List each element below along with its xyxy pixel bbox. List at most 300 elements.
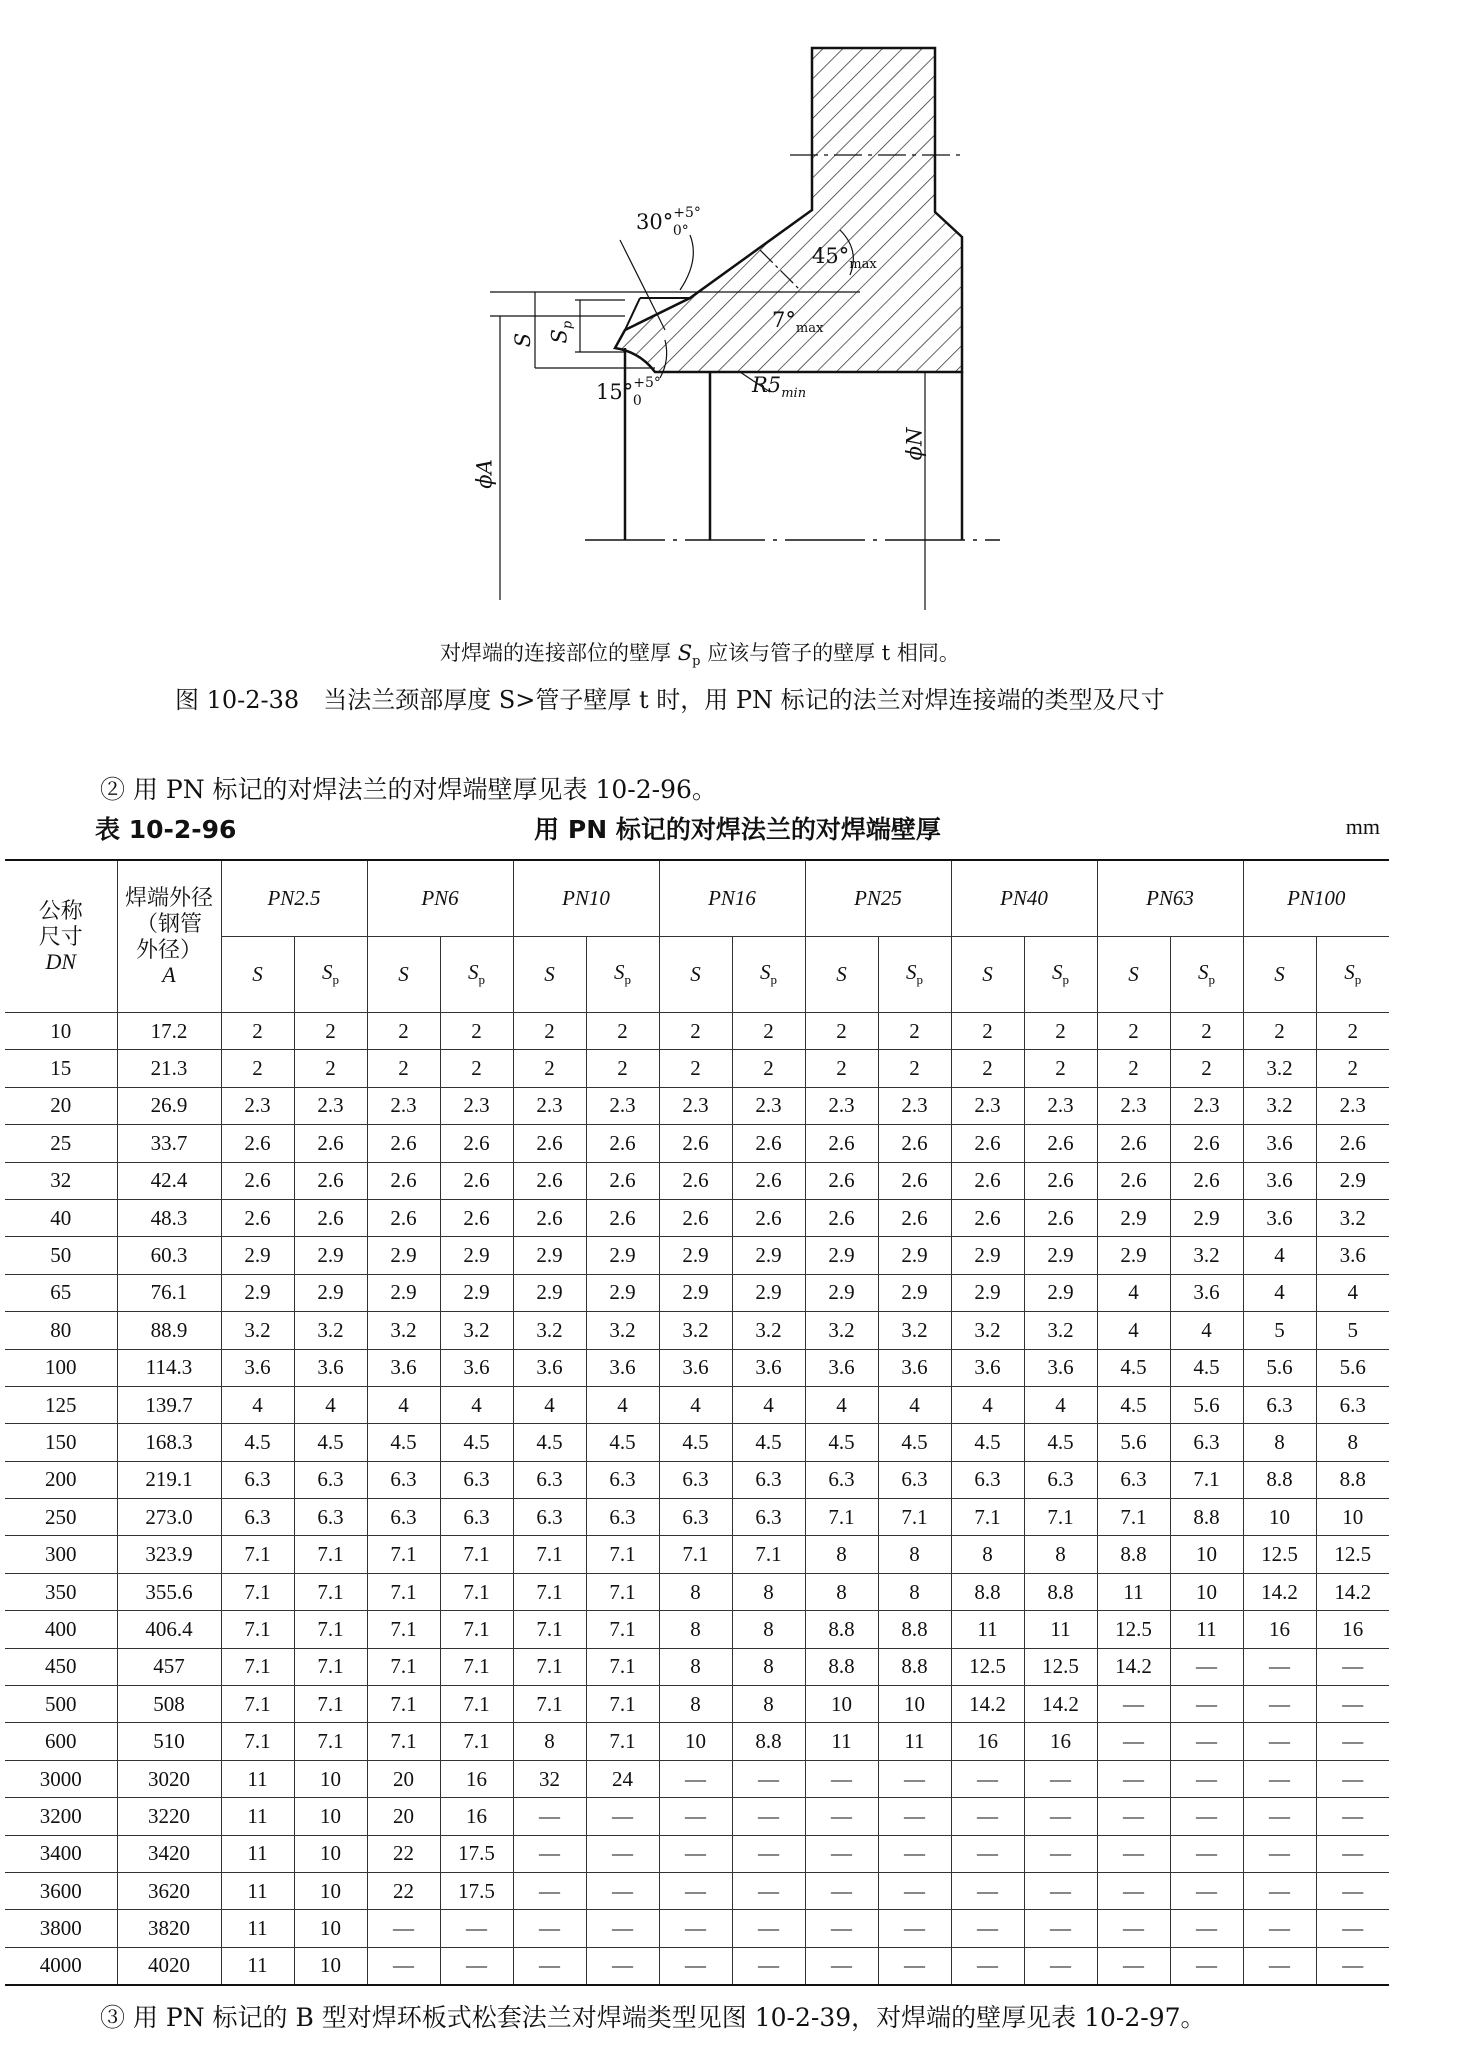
table-cell: — <box>732 1947 805 1985</box>
table-cell: 3.6 <box>1243 1125 1316 1162</box>
table-cell: 6.3 <box>732 1499 805 1536</box>
sub-header-sp: $S_p$ <box>1024 937 1097 1013</box>
table-cell: 7.1 <box>294 1648 367 1685</box>
table-cell: 2 <box>367 1013 440 1050</box>
table-cell: 2.9 <box>367 1274 440 1311</box>
table-cell: 7.1 <box>586 1648 659 1685</box>
sub-header-s: S <box>805 937 878 1013</box>
table-cell: 6.3 <box>805 1461 878 1498</box>
table-cell: 4 <box>805 1386 878 1423</box>
table-row <box>5 1947 1389 1985</box>
table-cell: 12.5 <box>1316 1536 1389 1573</box>
table-cell: 4.5 <box>1170 1349 1243 1386</box>
table-cell: 8 <box>513 1723 586 1760</box>
table-cell: 4 <box>732 1386 805 1423</box>
pn-group-header: PN2.5 <box>221 860 367 937</box>
table-cell: 4000 <box>5 1947 117 1985</box>
table-cell: 10 <box>1316 1499 1389 1536</box>
table-cell: 8 <box>659 1573 732 1610</box>
table-cell: 2.9 <box>659 1274 732 1311</box>
table-cell: 50 <box>5 1237 117 1274</box>
table-cell: 3020 <box>117 1760 221 1797</box>
table-cell: 2.6 <box>221 1162 294 1199</box>
table-cell: 6.3 <box>1097 1461 1170 1498</box>
table-cell: 2.6 <box>367 1199 440 1236</box>
table-cell: 2.9 <box>1024 1274 1097 1311</box>
table-cell: 3820 <box>117 1910 221 1947</box>
table-cell: — <box>951 1835 1024 1872</box>
table-cell: 10 <box>659 1723 732 1760</box>
table-cell: 2 <box>878 1050 951 1087</box>
table-cell: 125 <box>5 1386 117 1423</box>
table-cell: — <box>1316 1798 1389 1835</box>
table-cell: — <box>805 1910 878 1947</box>
table-cell: 3.2 <box>1170 1237 1243 1274</box>
table-cell: 11 <box>221 1760 294 1797</box>
table-cell: — <box>1170 1686 1243 1723</box>
angle-45-label: $45^\circ_{max}$ <box>812 244 877 273</box>
table-cell: 10 <box>294 1910 367 1947</box>
table-cell: 26.9 <box>117 1087 221 1124</box>
table-cell: 2.6 <box>1316 1125 1389 1162</box>
table-cell: 7.1 <box>294 1611 367 1648</box>
table-cell: 2 <box>586 1050 659 1087</box>
table-cell: 3600 <box>5 1872 117 1909</box>
table-cell: — <box>1097 1723 1170 1760</box>
table-cell: 7.1 <box>805 1499 878 1536</box>
table-cell: 8 <box>1024 1536 1097 1573</box>
table-cell: — <box>513 1835 586 1872</box>
table-cell: 2.3 <box>805 1087 878 1124</box>
table-cell: 10 <box>294 1872 367 1909</box>
table-cell: 3.2 <box>221 1312 294 1349</box>
table-cell: 6.3 <box>1170 1424 1243 1461</box>
table-cell: — <box>805 1947 878 1985</box>
table-cell: 3.6 <box>659 1349 732 1386</box>
table-cell: 21.3 <box>117 1050 221 1087</box>
table-cell: 2.9 <box>586 1237 659 1274</box>
table-cell: 457 <box>117 1648 221 1685</box>
sub-header-s: S <box>1097 937 1170 1013</box>
table-cell: — <box>659 1760 732 1797</box>
table-cell: 2 <box>221 1013 294 1050</box>
table-cell: 2.9 <box>294 1237 367 1274</box>
table-cell: 11 <box>221 1835 294 1872</box>
table-cell: 4.5 <box>1097 1386 1170 1423</box>
table-cell: — <box>1097 1947 1170 1985</box>
table-cell: 406.4 <box>117 1611 221 1648</box>
table-cell: — <box>878 1910 951 1947</box>
table-cell: 2.6 <box>1024 1199 1097 1236</box>
col-header-a: 焊端外径 （钢管 外径） A <box>117 860 221 1013</box>
table-cell: 7.1 <box>367 1611 440 1648</box>
table-cell: 65 <box>5 1274 117 1311</box>
table-cell: 2 <box>513 1013 586 1050</box>
table-cell: 273.0 <box>117 1499 221 1536</box>
table-cell: 7.1 <box>367 1573 440 1610</box>
table-cell: 7.1 <box>513 1611 586 1648</box>
table-cell: 2.6 <box>732 1162 805 1199</box>
table-cell: 4 <box>659 1386 732 1423</box>
table-cell: 2.3 <box>732 1087 805 1124</box>
table-cell: 7.1 <box>294 1573 367 1610</box>
table-cell: 3.2 <box>586 1312 659 1349</box>
table-cell: 8 <box>1243 1424 1316 1461</box>
table-cell: 7.1 <box>440 1686 513 1723</box>
table-cell: 7.1 <box>440 1611 513 1648</box>
table-cell: 2.9 <box>951 1274 1024 1311</box>
table-cell: 8.8 <box>878 1611 951 1648</box>
table-cell: 7.1 <box>367 1723 440 1760</box>
table-cell: 20 <box>5 1087 117 1124</box>
table-cell: 2.9 <box>440 1274 513 1311</box>
table-cell: 10 <box>1243 1499 1316 1536</box>
table-cell: 6.3 <box>1243 1386 1316 1423</box>
table-cell: — <box>586 1910 659 1947</box>
table-cell: 3.6 <box>951 1349 1024 1386</box>
table-cell: 16 <box>1316 1611 1389 1648</box>
table-cell: 10 <box>294 1798 367 1835</box>
table-cell: 2.6 <box>805 1125 878 1162</box>
table-cell: 8.8 <box>951 1573 1024 1610</box>
table-cell: 16 <box>1243 1611 1316 1648</box>
table-cell: 8.8 <box>805 1611 878 1648</box>
table-cell: 12.5 <box>1024 1648 1097 1685</box>
table-cell: 2.3 <box>1170 1087 1243 1124</box>
table-row <box>5 1910 1389 1947</box>
table-cell: — <box>1170 1648 1243 1685</box>
table-cell: 2.6 <box>951 1199 1024 1236</box>
table-cell: 4 <box>294 1386 367 1423</box>
table-row <box>5 1835 1389 1872</box>
table-row <box>5 1087 1389 1124</box>
table-cell: 4.5 <box>294 1424 367 1461</box>
table-cell: 6.3 <box>294 1499 367 1536</box>
table-cell: 2.9 <box>1097 1237 1170 1274</box>
table-row <box>5 1536 1389 1573</box>
table-row <box>5 1760 1389 1797</box>
table-cell: 20 <box>367 1798 440 1835</box>
table-cell: 2.6 <box>1097 1162 1170 1199</box>
dim-sp-label: $S_p$ <box>547 320 576 344</box>
table-cell: 6.3 <box>586 1499 659 1536</box>
table-cell: 2.9 <box>878 1237 951 1274</box>
table-cell: 3.2 <box>294 1312 367 1349</box>
table-cell: 2 <box>1316 1050 1389 1087</box>
table-row <box>5 1611 1389 1648</box>
table-cell: 2.6 <box>513 1125 586 1162</box>
table-cell: 2 <box>659 1013 732 1050</box>
table-cell: 14.2 <box>1316 1573 1389 1610</box>
table-cell: 2.9 <box>732 1274 805 1311</box>
table-cell: — <box>1316 1760 1389 1797</box>
table-cell: 2.3 <box>951 1087 1024 1124</box>
table-cell: 2 <box>294 1050 367 1087</box>
table-row <box>5 1499 1389 1536</box>
table-row <box>5 1424 1389 1461</box>
paragraph-next: ③ 用 PN 标记的 B 型对焊环板式松套法兰对焊端类型见图 10-2-39，对焊端的壁厚见表 10-2-97。 <box>100 2003 1206 2032</box>
table-cell: 6.3 <box>951 1461 1024 1498</box>
table-cell: 7.1 <box>1097 1499 1170 1536</box>
table-cell: 5 <box>1243 1312 1316 1349</box>
figure-note: 对焊端的连接部位的壁厚 $S_p$ 应该与管子的壁厚 t 相同。 <box>440 641 960 670</box>
table-cell: — <box>878 1947 951 1985</box>
table-cell: 40 <box>5 1199 117 1236</box>
table-cell: — <box>659 1947 732 1985</box>
table-cell: 3420 <box>117 1835 221 1872</box>
table-cell: — <box>1170 1760 1243 1797</box>
table-cell: 2 <box>732 1050 805 1087</box>
table-cell: — <box>951 1947 1024 1985</box>
table-cell: 4.5 <box>440 1424 513 1461</box>
table-cell: — <box>1316 1835 1389 1872</box>
table-cell: 2.3 <box>1097 1087 1170 1124</box>
table-cell: 7.1 <box>513 1536 586 1573</box>
table-cell: 11 <box>1097 1573 1170 1610</box>
table-cell: — <box>732 1760 805 1797</box>
table-cell: 2.6 <box>1170 1162 1243 1199</box>
table-row <box>5 1274 1389 1311</box>
table-cell: — <box>1170 1835 1243 1872</box>
table-cell: 2.9 <box>1024 1237 1097 1274</box>
table-cell: 32 <box>5 1162 117 1199</box>
table-cell: 2.6 <box>513 1162 586 1199</box>
table-cell: 4 <box>878 1386 951 1423</box>
table-cell: — <box>1024 1835 1097 1872</box>
table-cell: 3.2 <box>878 1312 951 1349</box>
radius-label: $R5_{min}$ <box>752 373 807 402</box>
table-cell: — <box>513 1910 586 1947</box>
table-cell: 2.3 <box>440 1087 513 1124</box>
table-cell: 350 <box>5 1573 117 1610</box>
table-cell: 14.2 <box>1243 1573 1316 1610</box>
table-header <box>95 808 1380 848</box>
table-cell: 15 <box>5 1050 117 1087</box>
table-cell: 8.8 <box>1316 1461 1389 1498</box>
table-cell: 6.3 <box>659 1461 732 1498</box>
table-cell: 2.6 <box>1024 1162 1097 1199</box>
table-cell: 14.2 <box>951 1686 1024 1723</box>
table-cell: 3.6 <box>732 1349 805 1386</box>
table-cell: 8 <box>1316 1424 1389 1461</box>
table-cell: 450 <box>5 1648 117 1685</box>
table-cell: — <box>878 1872 951 1909</box>
pn-group-header: PN63 <box>1097 860 1243 937</box>
pn-group-header: PN40 <box>951 860 1097 937</box>
table-cell: 7.1 <box>367 1686 440 1723</box>
sub-header-sp: $S_p$ <box>294 937 367 1013</box>
table-cell: 2.6 <box>440 1162 513 1199</box>
table-cell: 2 <box>1170 1050 1243 1087</box>
table-cell: — <box>951 1910 1024 1947</box>
table-cell: 2.6 <box>586 1125 659 1162</box>
table-cell: 76.1 <box>117 1274 221 1311</box>
table-cell: 17.2 <box>117 1013 221 1050</box>
table-cell: — <box>878 1835 951 1872</box>
table-cell: 2.6 <box>1024 1125 1097 1162</box>
table-cell: — <box>1024 1947 1097 1985</box>
table-cell: 7.1 <box>586 1573 659 1610</box>
table-cell: 6.3 <box>1316 1386 1389 1423</box>
table-cell: 48.3 <box>117 1199 221 1236</box>
table-cell: — <box>513 1947 586 1985</box>
table-cell: 3.6 <box>367 1349 440 1386</box>
table-cell: 2.3 <box>294 1087 367 1124</box>
table-cell: — <box>440 1947 513 1985</box>
table-cell: 4 <box>586 1386 659 1423</box>
table-cell: 7.1 <box>586 1536 659 1573</box>
table-row <box>5 1237 1389 1274</box>
table-cell: 355.6 <box>117 1573 221 1610</box>
sub-header-sp: $S_p$ <box>440 937 513 1013</box>
table-cell: 7.1 <box>513 1648 586 1685</box>
table-cell: 22 <box>367 1872 440 1909</box>
table-cell: 5.6 <box>1170 1386 1243 1423</box>
table-cell: — <box>1024 1798 1097 1835</box>
table-cell: 3800 <box>5 1910 117 1947</box>
table-cell: 10 <box>294 1947 367 1985</box>
table-cell: 4 <box>1243 1274 1316 1311</box>
table-cell: — <box>951 1760 1024 1797</box>
table-cell: 4.5 <box>1097 1349 1170 1386</box>
table-number: 表 10-2-96 <box>95 815 237 844</box>
table-cell: 2.6 <box>513 1199 586 1236</box>
table-cell: 17.5 <box>440 1872 513 1909</box>
table-cell: 508 <box>117 1686 221 1723</box>
table-cell: — <box>1097 1835 1170 1872</box>
table-cell: 7.1 <box>586 1611 659 1648</box>
table-cell: 7.1 <box>878 1499 951 1536</box>
table-cell: 8 <box>659 1611 732 1648</box>
sub-header-sp: $S_p$ <box>732 937 805 1013</box>
table-row <box>5 1573 1389 1610</box>
table-cell: 4.5 <box>221 1424 294 1461</box>
table-cell: 323.9 <box>117 1536 221 1573</box>
table-cell: 2.9 <box>221 1274 294 1311</box>
table-cell: 7.1 <box>221 1536 294 1573</box>
table-cell: 2 <box>1024 1050 1097 1087</box>
table-row <box>5 1686 1389 1723</box>
table-cell: 2 <box>1097 1050 1170 1087</box>
table-cell: 500 <box>5 1686 117 1723</box>
table-cell: 8 <box>732 1611 805 1648</box>
table-cell: 6.3 <box>513 1461 586 1498</box>
table-cell: 11 <box>221 1798 294 1835</box>
table-cell: 3.6 <box>1024 1349 1097 1386</box>
table-cell: 11 <box>221 1947 294 1985</box>
table-row <box>5 1013 1389 1050</box>
table-unit: mm <box>1345 814 1380 839</box>
table-cell: 6.3 <box>659 1499 732 1536</box>
table-cell: 14.2 <box>1097 1648 1170 1685</box>
table-cell: 168.3 <box>117 1424 221 1461</box>
table-row <box>5 1872 1389 1909</box>
table-cell: 2.9 <box>294 1274 367 1311</box>
table-cell: — <box>1243 1835 1316 1872</box>
table-cell: 3.2 <box>1243 1087 1316 1124</box>
angle-15-label: 15°$^{+5^\circ}_0$ <box>596 375 661 409</box>
table-cell: 2 <box>1097 1013 1170 1050</box>
table-cell: 4.5 <box>659 1424 732 1461</box>
table-cell: 7.1 <box>294 1723 367 1760</box>
table-cell: 8 <box>659 1648 732 1685</box>
sub-header-s: S <box>221 937 294 1013</box>
paragraph-table-ref: ② 用 PN 标记的对焊法兰的对焊端壁厚见表 10-2-96。 <box>100 775 717 804</box>
table-cell: — <box>1316 1947 1389 1985</box>
table-cell: 6.3 <box>732 1461 805 1498</box>
table-cell: — <box>659 1910 732 1947</box>
table-cell: 3.6 <box>294 1349 367 1386</box>
table-cell: 2 <box>659 1050 732 1087</box>
table-cell: — <box>805 1872 878 1909</box>
table-cell: 3400 <box>5 1835 117 1872</box>
table-cell: 10 <box>805 1686 878 1723</box>
table-cell: 2.6 <box>805 1199 878 1236</box>
pn-group-header: PN10 <box>513 860 659 937</box>
table-cell: 33.7 <box>117 1125 221 1162</box>
table-cell: — <box>1097 1760 1170 1797</box>
table-cell: 2.3 <box>659 1087 732 1124</box>
table-cell: — <box>1024 1760 1097 1797</box>
table-cell: 2.6 <box>367 1162 440 1199</box>
table-cell: 2.9 <box>878 1274 951 1311</box>
table-cell: 25 <box>5 1125 117 1162</box>
table-cell: 4.5 <box>805 1424 878 1461</box>
table-cell: — <box>878 1760 951 1797</box>
table-title: 用 PN 标记的对焊法兰的对焊端壁厚 <box>534 815 941 844</box>
table-cell: 16 <box>951 1723 1024 1760</box>
table-cell: 8 <box>878 1573 951 1610</box>
table-cell: 4 <box>221 1386 294 1423</box>
sub-header-sp: $S_p$ <box>586 937 659 1013</box>
table-cell: — <box>878 1798 951 1835</box>
table-cell: 114.3 <box>117 1349 221 1386</box>
table-cell: 6.3 <box>586 1461 659 1498</box>
table-cell: 11 <box>221 1910 294 1947</box>
table-cell: — <box>1316 1723 1389 1760</box>
table-cell: 10 <box>1170 1536 1243 1573</box>
table-cell: 2.6 <box>1097 1125 1170 1162</box>
table-cell: 24 <box>586 1760 659 1797</box>
table-cell: 2.9 <box>513 1274 586 1311</box>
table-cell: 14.2 <box>1024 1686 1097 1723</box>
sub-header-sp: $S_p$ <box>1316 937 1389 1013</box>
table-cell: 6.3 <box>440 1461 513 1498</box>
table-cell: 4 <box>951 1386 1024 1423</box>
table-cell: — <box>951 1798 1024 1835</box>
table-cell: 2 <box>1024 1013 1097 1050</box>
table-row <box>5 1050 1389 1087</box>
table-cell: 8.8 <box>1243 1461 1316 1498</box>
table-row <box>5 1461 1389 1498</box>
table-cell: 7.1 <box>294 1686 367 1723</box>
table-cell: 6.3 <box>878 1461 951 1498</box>
table-cell: 3220 <box>117 1798 221 1835</box>
table-cell: 7.1 <box>440 1573 513 1610</box>
sub-header-sp: $S_p$ <box>1170 937 1243 1013</box>
table-cell: — <box>367 1910 440 1947</box>
table-cell: 8 <box>659 1686 732 1723</box>
table-cell: 7.1 <box>586 1723 659 1760</box>
table-cell: 6.3 <box>367 1499 440 1536</box>
table-cell: 16 <box>440 1798 513 1835</box>
table-cell: 4.5 <box>586 1424 659 1461</box>
table-cell: 7.1 <box>221 1648 294 1685</box>
table-cell: 2.6 <box>732 1199 805 1236</box>
table-cell: 7.1 <box>367 1536 440 1573</box>
table-cell: 4 <box>1170 1312 1243 1349</box>
table-cell: 7.1 <box>221 1611 294 1648</box>
